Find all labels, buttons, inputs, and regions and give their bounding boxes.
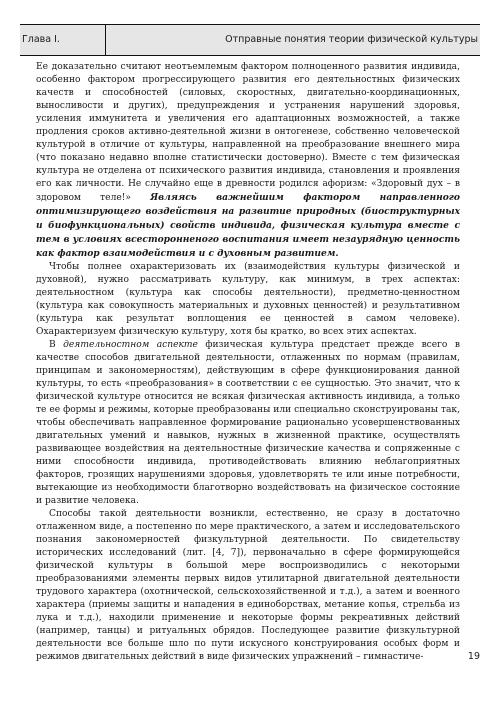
paragraph [36, 61, 460, 261]
running-title: Отправные понятия теории физической культуры [225, 34, 478, 45]
paragraph: Чтобы полнее охарактеризовать их (взаимодействия культуры физической и духовной), нужно рассматривать культуру, как минимум, в трех аспектах: деятельностном (культура как способы деятельности), предметно-ценностном (культура как совокупность материальных и духовных ценностей) и результативном (культура как результат воплощения ее ценностей в самом человеке). Охарактеризуем физическую культуру, хотя бы кратко, во всех этих аспектах. [36, 262, 460, 337]
paragraph: Способы такой деятельности возникли, естественно, не сразу в достаточно отлаженном виде, а постепенно по мере практического, а затем и исследовательского познания закономерностей физкультурной деятельности. По свидетельству исторических исследований (лит. [4, 7]), первоначально в сфере формирующейся физической культуры в большой мере воспроизводились с некоторыми преобразованиями элементы первых видов утилитарной двигательной деятельности трудового характера (охотнической, сельскохозяйственной и т.д.), а затем и военного характера (приемы защиты и нападения в единоборствах, метание копья, стрельба из лука и т.д.), находили применение и некоторые формы рекреативных действий (например, танцы) и ритуальных обрядов. Последующее развитие физкультурной деятельности все больше шло по пути искусного конструирования особых форм и режимов двигательных действий в виде физических упражнений – гимнастиче- [36, 509, 460, 662]
page-number: 19 [467, 651, 480, 662]
chapter-label: Глава I. [22, 34, 60, 45]
paragraph-text: Ее доказательно считают неотъемлемым фактором полноценного развития индивида, особенно фактором прогрессирующего развития его деятельностных физических качеств и способностей (силовых, скоростных, двигательно-координационных, выносливости и других), предупреждения и устранения нарушений здоровья, усиления иммунитета и увеличения его адаптационных возможностей, а также продления сроков активно-деятельной жизни в онтогенезе, собственно человеческой культурой в отличие от культуры, направленной на преобразование внешнего мира (что показано недавно вполне статистически достоверно). Вместе с тем физическая культура не отделена от психического развития индивида, становления и проявления его как личности. Не случайно еще в древности родился афоризм: «Здоровый дух – в здоровом теле!» [36, 62, 460, 203]
paragraph-text: физическая культура предстает прежде всего в качестве способов двигательной деятельности, отлаженных по нормам (правилам, принципам и закономерностям), действующим в сфере функционирования данной культуры, то есть «преобразования» в соответствии с ее сущностью. Это значит, что к физической культуре относится не всякая физическая активность индивида, а только те ее формы и режимы, которые преобразованы или специально сконструированы так, чтобы обеспечивать направленное формирование рационально усовершенствованных двигательных умений и навыков, нужных в жизненной практике, осуществлять развивающее воздействия на деятельностные физические качества и сопряженные с ними способности индивида, противодействовать влиянию неблагоприятных факторов, грозящих нарушениями здоровья, удовлетворять те или иные потребности, вытекающие из необходимости благотворно воздействовать на физическое состояние и развитие человека. [36, 340, 460, 506]
paragraph-text: В [49, 340, 64, 350]
header-divider [105, 25, 106, 55]
paragraph [36, 339, 460, 508]
page-body [36, 61, 460, 664]
italic-term: деятельностном аспекте [63, 340, 198, 350]
running-header [20, 24, 480, 56]
emphasized-text: Являясь важнейшим фактором направленного оптимизирующего воздействия на развитие природных (биоструктурных и биофункциональных) свойств индивида, физическая культура вместе с тем в условиях всесторонненого воспитания имеет незаурядную ценность как фактор взаимодействия и с духовным развитием. [36, 192, 460, 259]
